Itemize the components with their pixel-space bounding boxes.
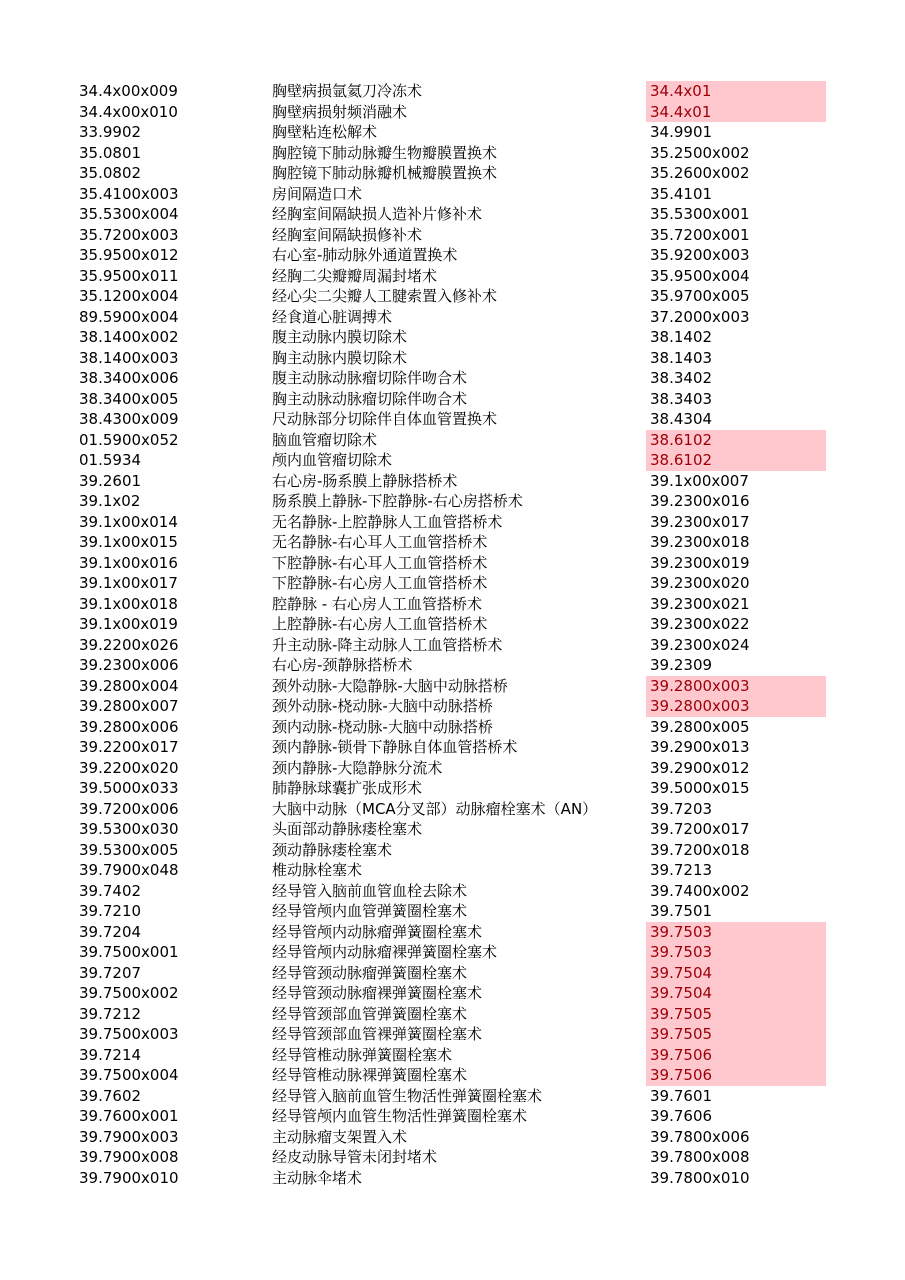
- procedure-name-cell: 肺静脉球囊扩张成形术: [272, 779, 423, 797]
- table-row: [0, 614, 905, 635]
- table-row: [0, 860, 905, 881]
- table-row: [0, 102, 905, 123]
- mapped-code-cell-highlighted: 38.6102: [646, 450, 826, 471]
- procedure-code-cell: 39.2800x006: [79, 717, 179, 736]
- table-row: [0, 737, 905, 758]
- mapped-code-cell: 39.2900x013: [650, 738, 750, 756]
- procedure-name-cell: 大脑中动脉（MCA分叉部）动脉瘤栓塞术（AN）: [272, 799, 598, 818]
- table-row: [0, 389, 905, 410]
- table-row: [0, 348, 905, 369]
- procedure-code-cell: 39.7602: [79, 1086, 142, 1105]
- procedure-code-cell: 01.5900x052: [79, 430, 179, 449]
- mapped-code-cell: 39.2300x018: [650, 533, 750, 551]
- table-row: [0, 901, 905, 922]
- table-row: [0, 1004, 905, 1025]
- mapped-code-cell: 39.2300x017: [650, 512, 750, 531]
- table-row: [0, 491, 905, 512]
- table-row: [0, 594, 905, 615]
- mapped-code-cell-highlighted: 39.7506: [646, 1045, 826, 1066]
- table-row: [0, 963, 905, 984]
- procedure-name-cell: 头面部动静脉瘘栓塞术: [272, 820, 423, 838]
- table-row: [0, 1147, 905, 1168]
- procedure-code-cell: 39.1x00x016: [79, 553, 178, 572]
- procedure-name-cell: 下腔静脉-右心房人工血管搭桥术: [272, 574, 488, 592]
- procedure-name-cell: 经导管颈部血管弹簧圈栓塞术: [272, 1004, 468, 1023]
- mapped-code-cell: 39.7606: [650, 1107, 713, 1125]
- mapped-code-cell-highlighted: 39.7503: [646, 942, 826, 963]
- table-row: [0, 204, 905, 225]
- procedure-name-cell: 经导管椎动脉裸弹簧圈栓塞术: [272, 1066, 468, 1084]
- procedure-name-cell: 经导管颅内动脉瘤裸弹簧圈栓塞术: [272, 943, 498, 961]
- procedure-code-cell: 35.7200x003: [79, 225, 179, 244]
- procedure-name-cell: 经导管入脑前血管生物活性弹簧圈栓塞术: [272, 1086, 543, 1105]
- table-row: [0, 1127, 905, 1148]
- table-row: [0, 1045, 905, 1066]
- procedure-code-cell: 39.7402: [79, 881, 142, 900]
- procedure-name-cell: 升主动脉-降主动脉人工血管搭桥术: [272, 635, 503, 654]
- mapped-code-cell: 39.7400x002: [650, 881, 750, 900]
- table-row: [0, 532, 905, 553]
- mapped-code-cell-highlighted: 39.7506: [646, 1065, 826, 1086]
- procedure-name-cell: 主动脉瘤支架置入术: [272, 1127, 408, 1146]
- mapped-code-cell-highlighted: 39.7504: [646, 963, 826, 984]
- procedure-name-cell: 无名静脉-右心耳人工血管搭桥术: [272, 533, 488, 551]
- procedure-name-cell: 经皮动脉导管未闭封堵术: [272, 1148, 438, 1166]
- procedure-name-cell: 经导管入脑前血管血栓去除术: [272, 881, 468, 900]
- table-row: [0, 983, 905, 1004]
- table-row: [0, 1168, 905, 1189]
- procedure-name-cell: 上腔静脉-右心房人工血管搭桥术: [272, 615, 488, 633]
- mapped-code-cell: 39.2300x024: [650, 635, 750, 654]
- procedure-code-cell: 39.5300x005: [79, 840, 179, 859]
- procedure-name-cell: 颈外动脉-大隐静脉-大脑中动脉搭桥: [272, 676, 508, 695]
- procedure-code-cell: 89.5900x004: [79, 307, 179, 326]
- procedure-name-cell: 右心房-颈静脉搭桥术: [272, 656, 413, 674]
- procedure-code-cell: 39.7900x008: [79, 1148, 179, 1166]
- table-row: [0, 245, 905, 266]
- mapped-code-cell: 39.2300x016: [650, 492, 750, 510]
- procedure-code-cell: 39.7207: [79, 963, 142, 982]
- procedure-code-cell: 39.2800x007: [79, 697, 179, 715]
- procedure-code-cell: 39.7210: [79, 902, 142, 920]
- procedure-code-cell: 39.7200x006: [79, 799, 179, 818]
- procedure-code-cell: 39.7900x010: [79, 1168, 179, 1187]
- procedure-code-cell: 38.3400x005: [79, 389, 179, 408]
- procedure-name-cell: 经胸二尖瓣瓣周漏封堵术: [272, 266, 438, 285]
- procedure-code-cell: 39.2800x004: [79, 676, 179, 695]
- mapped-code-cell: 38.3402: [650, 369, 713, 387]
- procedure-code-cell: 35.5300x004: [79, 205, 179, 223]
- procedure-name-cell: 主动脉伞堵术: [272, 1168, 363, 1187]
- table-row: [0, 573, 905, 594]
- procedure-name-cell: 胸壁病损射频消融术: [272, 102, 408, 121]
- procedure-code-cell: 39.7900x003: [79, 1127, 179, 1146]
- table-row: [0, 655, 905, 676]
- mapped-code-cell: 38.3403: [650, 389, 713, 408]
- table-row: [0, 819, 905, 840]
- procedure-code-cell: 39.5300x030: [79, 820, 179, 838]
- procedure-name-cell: 右心室-肺动脉外通道置换术: [272, 246, 458, 264]
- procedure-name-cell: 颈内静脉-大隐静脉分流术: [272, 758, 443, 777]
- procedure-name-cell: 脑血管瘤切除术: [272, 430, 378, 449]
- mapped-code-cell: 39.7800x010: [650, 1168, 750, 1187]
- mapped-code-cell-highlighted: 39.7503: [646, 922, 826, 943]
- mapped-code-cell: 39.2300x021: [650, 594, 750, 613]
- table-row: [0, 717, 905, 738]
- table-row: [0, 799, 905, 820]
- procedure-code-cell: 39.7500x001: [79, 943, 179, 961]
- procedure-code-cell: 39.2300x006: [79, 656, 179, 674]
- procedure-name-cell: 经导管颅内血管生物活性弹簧圈栓塞术: [272, 1107, 528, 1125]
- mapped-code-cell: 35.9500x004: [650, 266, 750, 285]
- procedure-name-cell: 经导管颅内血管弹簧圈栓塞术: [272, 902, 468, 920]
- procedure-name-cell: 经食道心脏调搏术: [272, 307, 393, 326]
- procedure-name-cell: 胸腔镜下肺动脉瓣生物瓣膜置换术: [272, 143, 498, 162]
- table-row: [0, 512, 905, 533]
- table-row: [0, 409, 905, 430]
- table-row: [0, 942, 905, 963]
- table-row: [0, 225, 905, 246]
- table-row: [0, 430, 905, 451]
- procedure-code-cell: 35.9500x011: [79, 266, 179, 285]
- table-row: [0, 81, 905, 102]
- mapped-code-cell: 35.9200x003: [650, 246, 750, 264]
- procedure-code-cell: 39.1x02: [79, 492, 141, 510]
- procedure-code-cell: 39.2601: [79, 471, 142, 490]
- procedure-name-cell: 经心尖二尖瓣人工腱索置入修补术: [272, 287, 498, 305]
- mapped-code-cell-highlighted: 34.4x01: [646, 102, 826, 123]
- procedure-code-cell: 38.4300x009: [79, 410, 179, 428]
- procedure-name-cell: 椎动脉栓塞术: [272, 861, 363, 879]
- table-row: [0, 881, 905, 902]
- table-row: [0, 1086, 905, 1107]
- table-row: [0, 471, 905, 492]
- table-row: [0, 368, 905, 389]
- procedure-code-cell: 35.0801: [79, 143, 142, 162]
- table-row: [0, 122, 905, 143]
- procedure-code-cell: 35.9500x012: [79, 246, 179, 264]
- table-row: [0, 635, 905, 656]
- mapped-code-cell: 35.2500x002: [650, 143, 750, 162]
- procedure-name-cell: 颈外动脉-桡动脉-大脑中动脉搭桥: [272, 697, 493, 715]
- mapped-code-cell-highlighted: 38.6102: [646, 430, 826, 451]
- mapped-code-cell-highlighted: 39.7505: [646, 1024, 826, 1045]
- procedure-code-cell: 39.1x00x014: [79, 512, 178, 531]
- mapped-code-cell: 39.5000x015: [650, 779, 750, 797]
- table-row: [0, 184, 905, 205]
- procedure-code-cell: 38.1400x003: [79, 348, 179, 367]
- table-row: [0, 553, 905, 574]
- mapped-code-cell: 39.2800x005: [650, 717, 750, 736]
- mapped-code-cell: 39.2900x012: [650, 758, 750, 777]
- table-row: [0, 286, 905, 307]
- mapped-code-cell: 39.2300x019: [650, 553, 750, 572]
- table-row: [0, 778, 905, 799]
- table-row: [0, 450, 905, 471]
- mapped-code-cell: 39.7200x017: [650, 820, 750, 838]
- procedure-name-cell: 腔静脉 - 右心房人工血管搭桥术: [272, 594, 482, 613]
- procedure-code-cell: 35.0802: [79, 164, 142, 182]
- mapped-code-cell: 39.1x00x007: [650, 471, 749, 490]
- procedure-name-cell: 经导管椎动脉弹簧圈栓塞术: [272, 1045, 453, 1064]
- procedure-code-cell: 39.7204: [79, 922, 142, 941]
- procedure-name-cell: 胸主动脉动脉瘤切除伴吻合术: [272, 389, 468, 408]
- table-row: [0, 1065, 905, 1086]
- procedure-name-cell: 无名静脉-上腔静脉人工血管搭桥术: [272, 512, 503, 531]
- mapped-code-cell: 39.7501: [650, 902, 713, 920]
- mapped-code-cell: 39.7800x008: [650, 1148, 750, 1166]
- table-row: [0, 840, 905, 861]
- table-row: [0, 163, 905, 184]
- procedure-name-cell: 胸主动脉内膜切除术: [272, 348, 408, 367]
- procedure-name-cell: 颈内动脉-桡动脉-大脑中动脉搭桥: [272, 717, 493, 736]
- mapped-code-cell: 39.7213: [650, 861, 713, 879]
- procedure-code-cell: 39.2200x017: [79, 738, 179, 756]
- procedure-name-cell: 经胸室间隔缺损人造补片修补术: [272, 205, 483, 223]
- procedure-name-cell: 肠系膜上静脉-下腔静脉-右心房搭桥术: [272, 492, 523, 510]
- procedure-code-cell: 39.7500x004: [79, 1066, 179, 1084]
- procedure-code-cell: 34.4x00x010: [79, 102, 178, 121]
- procedure-name-cell: 经导管颈部血管裸弹簧圈栓塞术: [272, 1025, 483, 1043]
- procedure-name-cell: 胸壁粘连松解术: [272, 123, 378, 141]
- mapped-code-cell-highlighted: 34.4x01: [646, 81, 826, 102]
- table-row: [0, 327, 905, 348]
- mapped-code-cell-highlighted: 39.7504: [646, 983, 826, 1004]
- procedure-name-cell: 右心房-肠系膜上静脉搭桥术: [272, 471, 458, 490]
- procedure-code-cell: 35.4100x003: [79, 184, 179, 203]
- procedure-name-cell: 经导管颈动脉瘤裸弹簧圈栓塞术: [272, 984, 483, 1002]
- mapped-code-cell: 39.7203: [650, 799, 713, 818]
- table-row: [0, 676, 905, 697]
- procedure-name-cell: 腹主动脉内膜切除术: [272, 328, 408, 346]
- procedure-name-cell: 经导管颅内动脉瘤弹簧圈栓塞术: [272, 922, 483, 941]
- procedure-name-cell: 颈动静脉瘘栓塞术: [272, 840, 393, 859]
- mapped-code-cell: 38.1403: [650, 348, 713, 367]
- procedure-code-cell: 39.2200x026: [79, 635, 179, 654]
- mapped-code-cell: 38.1402: [650, 328, 713, 346]
- procedure-code-cell: 39.1x00x015: [79, 533, 178, 551]
- mapped-code-cell: 39.2309: [650, 656, 713, 674]
- procedure-name-cell: 下腔静脉-右心耳人工血管搭桥术: [272, 553, 488, 572]
- mapped-code-cell: 37.2000x003: [650, 307, 750, 326]
- procedure-code-cell: 39.7500x003: [79, 1025, 179, 1043]
- procedure-code-cell: 33.9902: [79, 123, 142, 141]
- mapped-code-cell: 39.2300x022: [650, 615, 750, 633]
- procedure-name-cell: 经导管颈动脉瘤弹簧圈栓塞术: [272, 963, 468, 982]
- data-table: [0, 81, 905, 1188]
- procedure-code-cell: 39.1x00x019: [79, 615, 178, 633]
- procedure-code-cell: 39.1x00x018: [79, 594, 178, 613]
- mapped-code-cell: 35.9700x005: [650, 287, 750, 305]
- procedure-code-cell: 39.7212: [79, 1004, 142, 1023]
- procedure-code-cell: 39.7600x001: [79, 1107, 179, 1125]
- procedure-name-cell: 腹主动脉动脉瘤切除伴吻合术: [272, 369, 468, 387]
- mapped-code-cell: 35.5300x001: [650, 205, 750, 223]
- mapped-code-cell: 38.4304: [650, 410, 713, 428]
- table-row: [0, 1024, 905, 1045]
- mapped-code-cell-highlighted: 39.7505: [646, 1004, 826, 1025]
- mapped-code-cell-highlighted: 39.2800x003: [646, 696, 826, 717]
- procedure-code-cell: 39.5000x033: [79, 779, 179, 797]
- table-row: [0, 696, 905, 717]
- procedure-name-cell: 颅内血管瘤切除术: [272, 451, 393, 469]
- mapped-code-cell: 34.9901: [650, 123, 713, 141]
- procedure-code-cell: 38.3400x006: [79, 369, 179, 387]
- table-row: [0, 922, 905, 943]
- mapped-code-cell: 35.7200x001: [650, 225, 750, 244]
- table-row: [0, 307, 905, 328]
- mapped-code-cell: 35.2600x002: [650, 164, 750, 182]
- procedure-code-cell: 39.2200x020: [79, 758, 179, 777]
- procedure-code-cell: 39.1x00x017: [79, 574, 178, 592]
- procedure-code-cell: 39.7214: [79, 1045, 142, 1064]
- table-row: [0, 143, 905, 164]
- procedure-code-cell: 38.1400x002: [79, 328, 179, 346]
- mapped-code-cell-highlighted: 39.2800x003: [646, 676, 826, 697]
- procedure-name-cell: 颈内静脉-锁骨下静脉自体血管搭桥术: [272, 738, 518, 756]
- table-row: [0, 266, 905, 287]
- procedure-code-cell: 01.5934: [79, 451, 142, 469]
- procedure-code-cell: 35.1200x004: [79, 287, 179, 305]
- mapped-code-cell: 39.7601: [650, 1086, 713, 1105]
- procedure-name-cell: 胸腔镜下肺动脉瓣机械瓣膜置换术: [272, 164, 498, 182]
- procedure-name-cell: 胸壁病损氩氦刀冷冻术: [272, 82, 423, 100]
- procedure-name-cell: 房间隔造口术: [272, 184, 363, 203]
- procedure-name-cell: 尺动脉部分切除伴自体血管置换术: [272, 410, 498, 428]
- mapped-code-cell: 39.7800x006: [650, 1127, 750, 1146]
- mapped-code-cell: 35.4101: [650, 184, 713, 203]
- mapped-code-cell: 39.7200x018: [650, 840, 750, 859]
- table-row: [0, 758, 905, 779]
- procedure-code-cell: 34.4x00x009: [79, 82, 178, 100]
- procedure-code-cell: 39.7900x048: [79, 861, 179, 879]
- procedure-code-cell: 39.7500x002: [79, 984, 179, 1002]
- table-row: [0, 1106, 905, 1127]
- mapped-code-cell: 39.2300x020: [650, 574, 750, 592]
- procedure-name-cell: 经胸室间隔缺损修补术: [272, 225, 423, 244]
